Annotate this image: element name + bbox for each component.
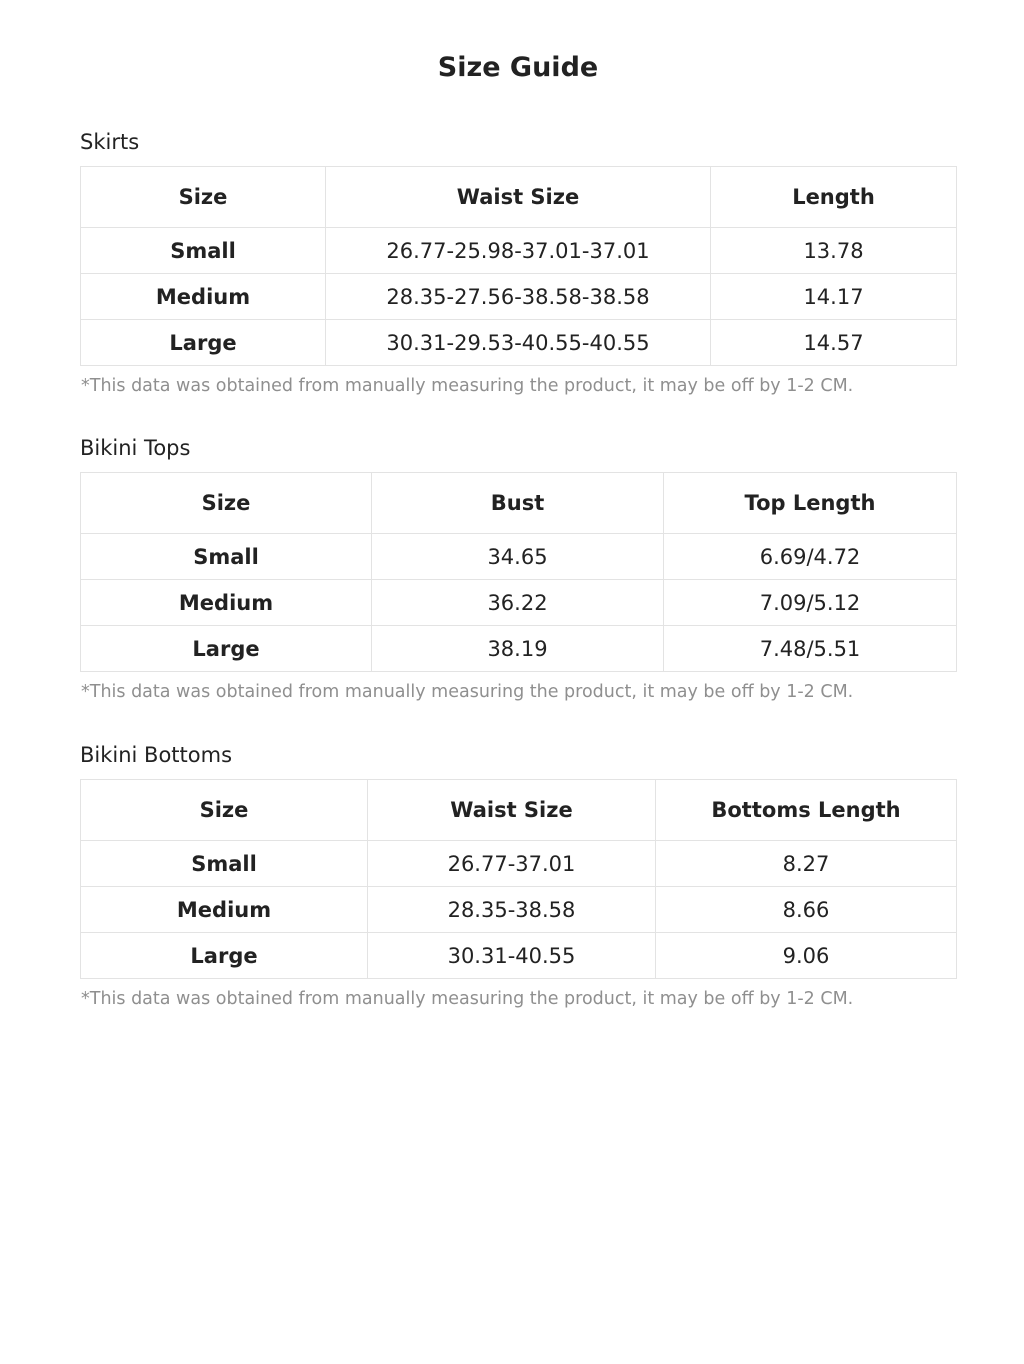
table-row	[81, 580, 957, 626]
column-header: Top Length	[664, 473, 957, 534]
bikini-tops-section	[80, 434, 956, 704]
column-header: Size	[81, 780, 368, 841]
top-length-cell: 7.09/5.12	[664, 580, 957, 626]
bikini-bottoms-size-table	[80, 779, 957, 979]
table-header-row	[81, 780, 957, 841]
waist-size-cell: 28.35-27.56-38.58-38.58	[326, 274, 711, 320]
bottoms-length-cell: 8.66	[656, 887, 957, 933]
table-header-row	[81, 167, 957, 228]
size-cell: Large	[81, 626, 372, 672]
column-header: Waist Size	[326, 167, 711, 228]
bikini-tops-size-table	[80, 472, 957, 672]
waist-size-cell: 28.35-38.58	[368, 887, 656, 933]
length-cell: 13.78	[711, 228, 957, 274]
section-title-bikini-bottoms: Bikini Bottoms	[80, 743, 233, 767]
top-length-cell: 7.48/5.51	[664, 626, 957, 672]
size-cell: Small	[81, 841, 368, 887]
length-cell: 14.17	[711, 274, 957, 320]
size-cell: Medium	[81, 580, 372, 626]
bust-cell: 34.65	[372, 534, 664, 580]
table-row	[81, 626, 957, 672]
size-cell: Medium	[81, 887, 368, 933]
page-title: Size Guide	[437, 52, 599, 83]
measurement-note: *This data was obtained from manually measuring the product, it may be off by 1-2 CM.	[81, 376, 854, 396]
bottoms-length-cell: 8.27	[656, 841, 957, 887]
waist-size-cell: 30.31-29.53-40.55-40.55	[326, 320, 711, 366]
column-header: Waist Size	[368, 780, 656, 841]
table-row	[81, 320, 957, 366]
measurement-note: *This data was obtained from manually measuring the product, it may be off by 1-2 CM.	[81, 989, 854, 1009]
skirts-size-table	[80, 166, 957, 366]
table-row	[81, 274, 957, 320]
column-header: Size	[81, 473, 372, 534]
waist-size-cell: 26.77-25.98-37.01-37.01	[326, 228, 711, 274]
table-row	[81, 933, 957, 979]
section-title-skirts: Skirts	[80, 130, 140, 154]
section-title-bikini-tops: Bikini Tops	[80, 436, 191, 460]
column-header: Size	[81, 167, 326, 228]
table-row	[81, 228, 957, 274]
waist-size-cell: 30.31-40.55	[368, 933, 656, 979]
measurement-note: *This data was obtained from manually measuring the product, it may be off by 1-2 CM.	[81, 682, 854, 702]
top-length-cell: 6.69/4.72	[664, 534, 957, 580]
bottoms-length-cell: 9.06	[656, 933, 957, 979]
column-header: Bottoms Length	[656, 780, 957, 841]
table-row	[81, 887, 957, 933]
skirts-section	[80, 128, 956, 398]
table-header-row	[81, 473, 957, 534]
size-cell: Small	[81, 228, 326, 274]
bust-cell: 38.19	[372, 626, 664, 672]
bikini-bottoms-section	[80, 741, 956, 1011]
size-cell: Medium	[81, 274, 326, 320]
waist-size-cell: 26.77-37.01	[368, 841, 656, 887]
bust-cell: 36.22	[372, 580, 664, 626]
size-cell: Small	[81, 534, 372, 580]
table-row	[81, 534, 957, 580]
size-cell: Large	[81, 320, 326, 366]
column-header: Length	[711, 167, 957, 228]
length-cell: 14.57	[711, 320, 957, 366]
table-row	[81, 841, 957, 887]
column-header: Bust	[372, 473, 664, 534]
size-cell: Large	[81, 933, 368, 979]
